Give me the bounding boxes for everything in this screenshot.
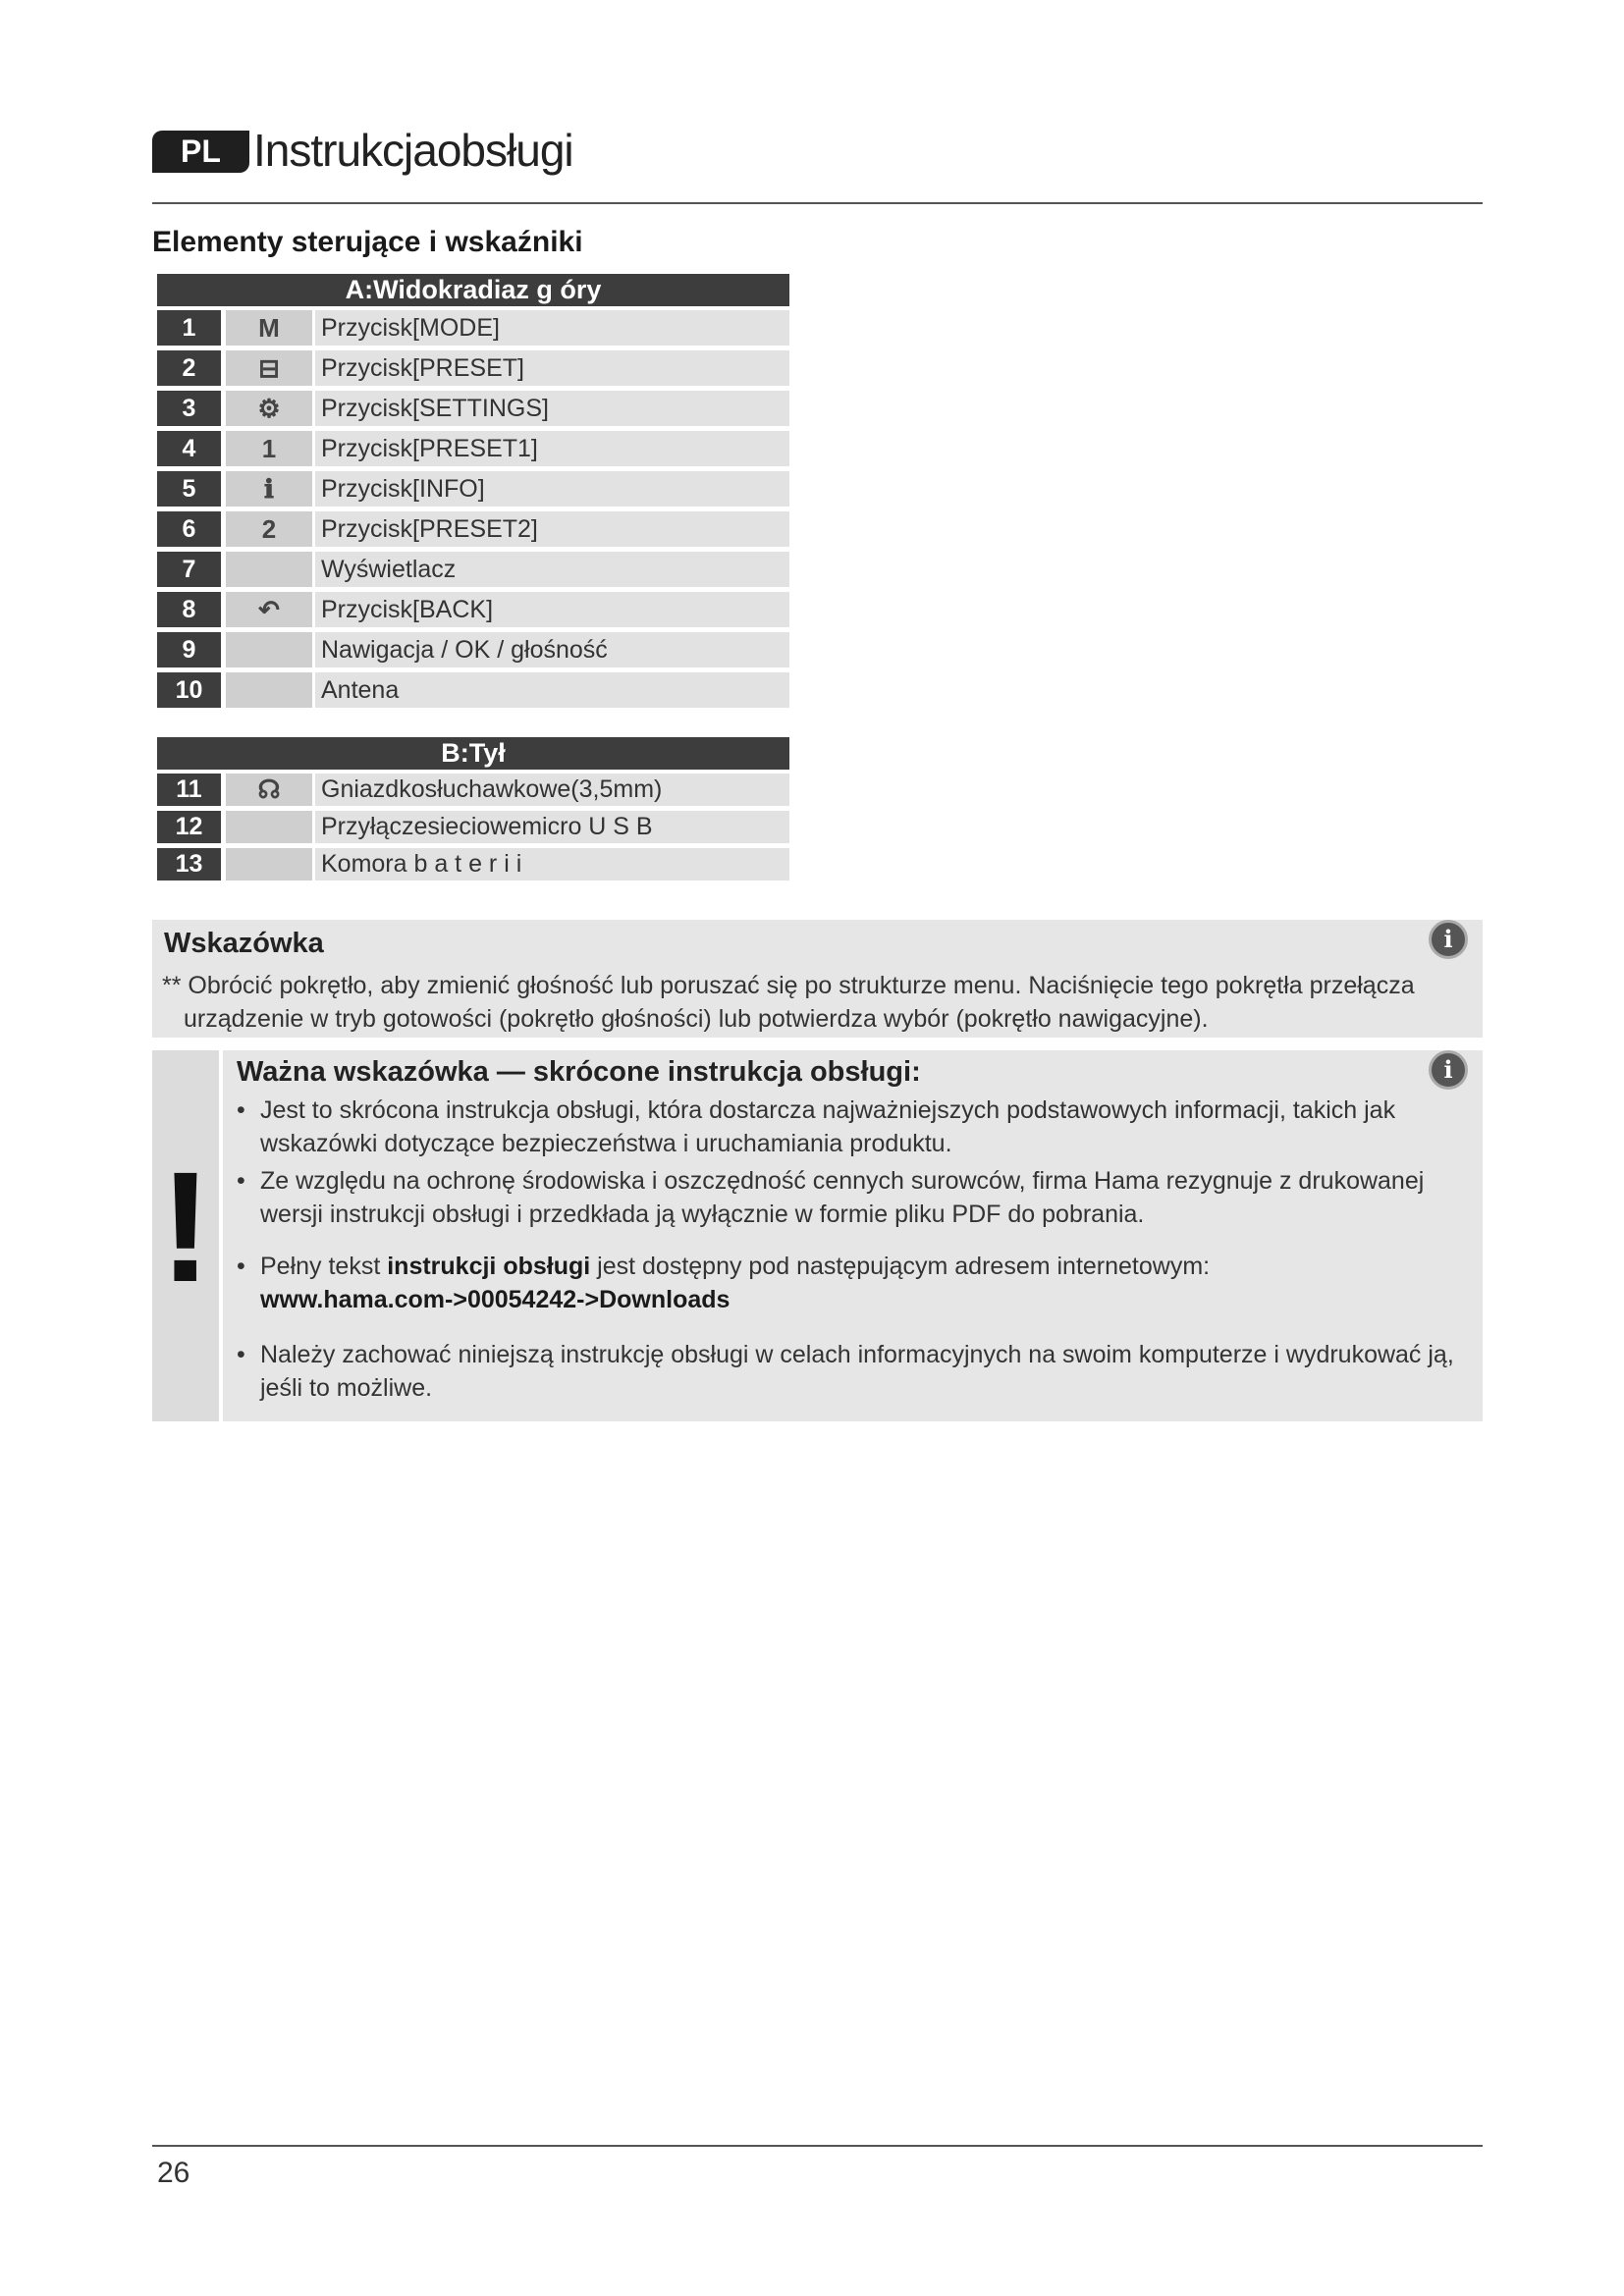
preset2-icon: 2 [226, 511, 312, 547]
row-description: Przycisk[PRESET] [315, 350, 789, 386]
controls-table-back-view [157, 737, 789, 885]
info-icon: i [1429, 920, 1468, 959]
header-divider [152, 202, 1483, 204]
bullet-text-part: Pełny tekst [260, 1253, 388, 1280]
row-description: Przycisk[BACK] [315, 592, 789, 627]
bullet-text: Jest to skrócona instrukcja obsługi, która dostarcza najważniejszych podstawowych informacji, takich jak wskazówki dotyczące bezpieczeństwa i uruchamiania produktu. [260, 1096, 1396, 1157]
icon-cell [226, 848, 312, 881]
mode-icon: M [226, 310, 312, 346]
row-number: 8 [157, 592, 221, 627]
bullet-mark: • [237, 1253, 245, 1280]
row-description: Antena [315, 672, 789, 708]
row-description: Nawigacja / OK / głośność [315, 632, 789, 667]
bullet-mark: • [237, 1167, 245, 1195]
preset-save-icon: ⊟ [226, 350, 312, 386]
bullet-text [237, 1250, 1464, 1316]
table-row [157, 471, 789, 507]
table-title: A:Widokradiaz g óry [157, 274, 789, 306]
hint-box [152, 920, 1483, 1038]
bullet-mark: • [237, 1096, 245, 1124]
row-number: 5 [157, 471, 221, 507]
table-title: B:Tył [157, 737, 789, 770]
list-item [237, 1164, 1464, 1231]
warning-strip [152, 1050, 223, 1421]
controls-table-top-view [157, 274, 789, 713]
icon-cell [226, 552, 312, 587]
language-badge: PL [152, 131, 249, 173]
row-description: Przycisk[PRESET1] [315, 431, 789, 466]
row-number: 4 [157, 431, 221, 466]
row-number: 13 [157, 848, 221, 881]
exclamation-icon: ! [159, 1139, 212, 1314]
settings-icon: ⚙ [226, 391, 312, 426]
table-row [157, 848, 789, 881]
info-icon: i [1429, 1050, 1468, 1090]
manual-label: instrukcji obsługi [387, 1253, 591, 1280]
hint-title: Wskazówka [164, 928, 324, 959]
table-row [157, 632, 789, 667]
back-icon: ↶ [226, 592, 312, 627]
bullet-text-part: jest dostępny pod następującym adresem internetowym: [590, 1253, 1211, 1280]
bullet-text: Należy zachować niniejszą instrukcję obsługi w celach informacyjnych na swoim komputerze i wydrukować ją, jeśli to możliwe. [260, 1341, 1454, 1402]
table-row [157, 552, 789, 587]
row-description: Komora b a t e r i i [315, 848, 789, 881]
row-description: Przycisk[INFO] [315, 471, 789, 507]
table-row [157, 391, 789, 426]
download-url[interactable]: www.hama.com->00054242->Downloads [260, 1286, 731, 1313]
row-number: 6 [157, 511, 221, 547]
important-notice-box [152, 1050, 1483, 1421]
row-description: Przycisk[MODE] [315, 310, 789, 346]
info-icon: ℹ [226, 471, 312, 507]
bullet-text: Ze względu na ochronę środowiska i oszczędność cennych surowców, firma Hama rezygnuje z drukowanej wersji instrukcji obsługi i przedkłada ją wyłącznie w formie pliku PDF do pobrania. [260, 1167, 1425, 1228]
table-row [157, 431, 789, 466]
row-number: 7 [157, 552, 221, 587]
row-number: 3 [157, 391, 221, 426]
footer-divider [152, 2145, 1483, 2147]
icon-cell [226, 632, 312, 667]
table-row [157, 511, 789, 547]
table-row [157, 592, 789, 627]
hint-text: ** Obrócić pokrętło, aby zmienić głośność lub poruszać się po strukturze menu. Naciśnięcie tego pokrętła przełącza urządzenie w tryb gotowości (pokrętło głośności) lub potwierdza wybór (pokrętło nawigacyjne). [162, 972, 1415, 1033]
table-row [157, 672, 789, 708]
list-item [237, 1094, 1464, 1160]
row-number: 10 [157, 672, 221, 708]
row-number: 12 [157, 811, 221, 843]
document-title: Instrukcjaobsługi [253, 125, 573, 176]
bullet-mark: • [237, 1341, 245, 1368]
table-row [157, 350, 789, 386]
row-description: Przycisk[PRESET2] [315, 511, 789, 547]
section-heading: Elementy sterujące i wskaźniki [152, 226, 583, 258]
row-description: Gniazdkosłuchawkowe(3,5mm) [315, 774, 789, 806]
row-description: Przycisk[SETTINGS] [315, 391, 789, 426]
icon-cell [226, 811, 312, 843]
table-row [157, 811, 789, 843]
row-description: Przyłączesieciowemicro U S B [315, 811, 789, 843]
headphones-icon: ☊ [226, 774, 312, 806]
row-description: Wyświetlacz [315, 552, 789, 587]
preset1-icon: 1 [226, 431, 312, 466]
table-row [157, 310, 789, 346]
list-item [237, 1338, 1464, 1405]
row-number: 11 [157, 774, 221, 806]
table-row [157, 774, 789, 806]
row-number: 1 [157, 310, 221, 346]
list-item [237, 1250, 1464, 1316]
important-title: Ważna wskazówka — skrócone instrukcja obsługi: [237, 1056, 921, 1088]
row-number: 9 [157, 632, 221, 667]
row-number: 2 [157, 350, 221, 386]
icon-cell [226, 672, 312, 708]
page-number: 26 [157, 2157, 190, 2189]
